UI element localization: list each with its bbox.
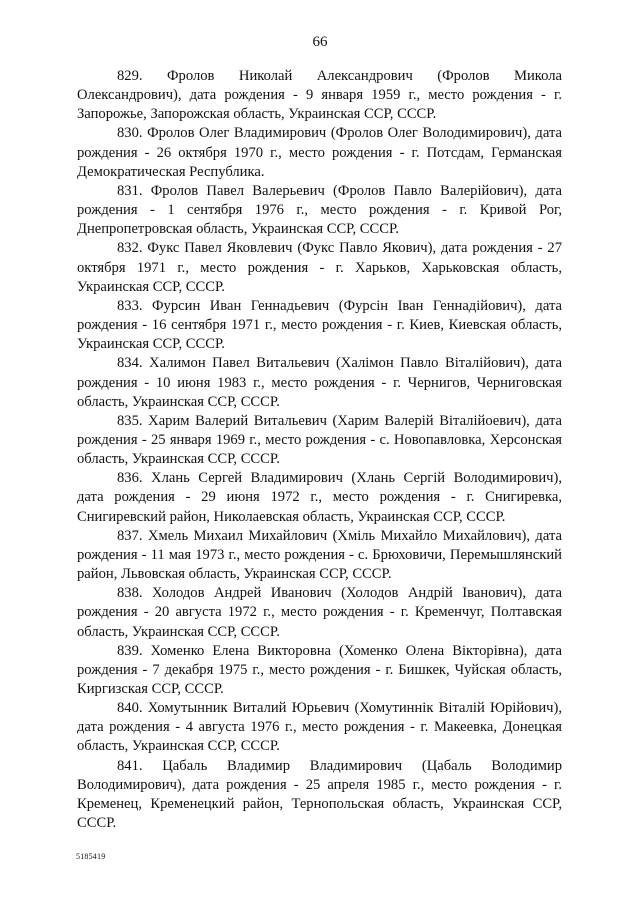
list-item-837: 837. Хмель Михаил Михайлович (Хміль Михайло Михайлович), дата рождения - 11 мая 1973 г., место рождения - с. Брюховичи, Перемышлянский район, Львовская область, Украинская ССР, СССР. [77, 527, 562, 583]
list-item-841: 841. Цабаль Владимир Владимирович (Цабаль Володимир Володимирович), дата рождения - 25 апреля 1985 г., место рождения - г. Кременец, Кременецкий район, Тернопольская область, Украинская ССР, СССР. [77, 757, 562, 832]
page-number: 66 [312, 34, 328, 50]
list-item-832: 832. Фукс Павел Яковлевич (Фукс Павло Якович), дата рождения - 27 октября 1971 г., место рождения - г. Харьков, Харьковская область, Украинская ССР, СССР. [77, 240, 562, 295]
list-item-835: 835. Харим Валерий Витальевич (Харим Валерій Віталійоевич), дата рождения - 25 января 1969 г., место рождения - с. Новопавловка, Херсонская область, Украинская ССР, СССР. [77, 412, 562, 468]
list-item-836: 836. Хлань Сергей Владимирович (Хлань Сергій Володимирович), дата рождения - 29 июня 1972 г., место рождения - г. Снигиревка, Снигиревский район, Николаевская область, Украинская ССР, СССР. [77, 470, 562, 525]
list-item-840: 840. Хомутынник Виталий Юрьевич (Хомутиннік Віталій Юрійович), дата рождения - 4 августа 1976 г., место рождения - г. Макеевка, Донецкая область, Украинская ССР, СССР. [77, 700, 562, 755]
document-code: 5185419 [76, 852, 106, 861]
list-item-831: 831. Фролов Павел Валерьевич (Фролов Павло Валерійович), дата рождения - 1 сентября 1976 г., место рождения - г. Кривой Рог, Днепропетровская область, Украинская ССР, СССР. [77, 182, 562, 238]
list-item-834: 834. Халимон Павел Витальевич (Халімон Павло Віталійович), дата рождения - 10 июня 1983 г., место рождения - г. Чернигов, Черниговская область, Украинская ССР, СССР. [77, 355, 562, 410]
entry-list [77, 67, 562, 833]
list-item-839: 839. Хоменко Елена Викторовна (Хоменко Олена Вікторівна), дата рождения - 7 декабря 1975 г., место рождения - г. Бишкек, Чуйская область, Киргизская ССР, СССР. [77, 642, 562, 697]
list-item-833: 833. Фурсин Иван Геннадьевич (Фурсін Іван Геннадійович), дата рождения - 16 сентября 1971 г., место рождения - г. Киев, Киевская область, Украинская ССР, СССР. [77, 297, 562, 353]
list-item-829: 829. Фролов Николай Александрович (Фролов Микола Олександрович), дата рождения - 9 января 1959 г., место рождения - г. Запорожье, Запорожская область, Украинская ССР, СССР. [77, 68, 562, 123]
list-item-838: 838. Холодов Андрей Иванович (Холодов Андрій Іванович), дата рождения - 20 августа 1972 г., место рождения - г. Кременчуг, Полтавская область, Украинская ССР, СССР. [77, 585, 562, 640]
list-item-830: 830. Фролов Олег Владимирович (Фролов Олег Володимирович), дата рождения - 26 октября 1970 г., место рождения - г. Потсдам, Германская Демократическая Республика. [77, 125, 562, 180]
